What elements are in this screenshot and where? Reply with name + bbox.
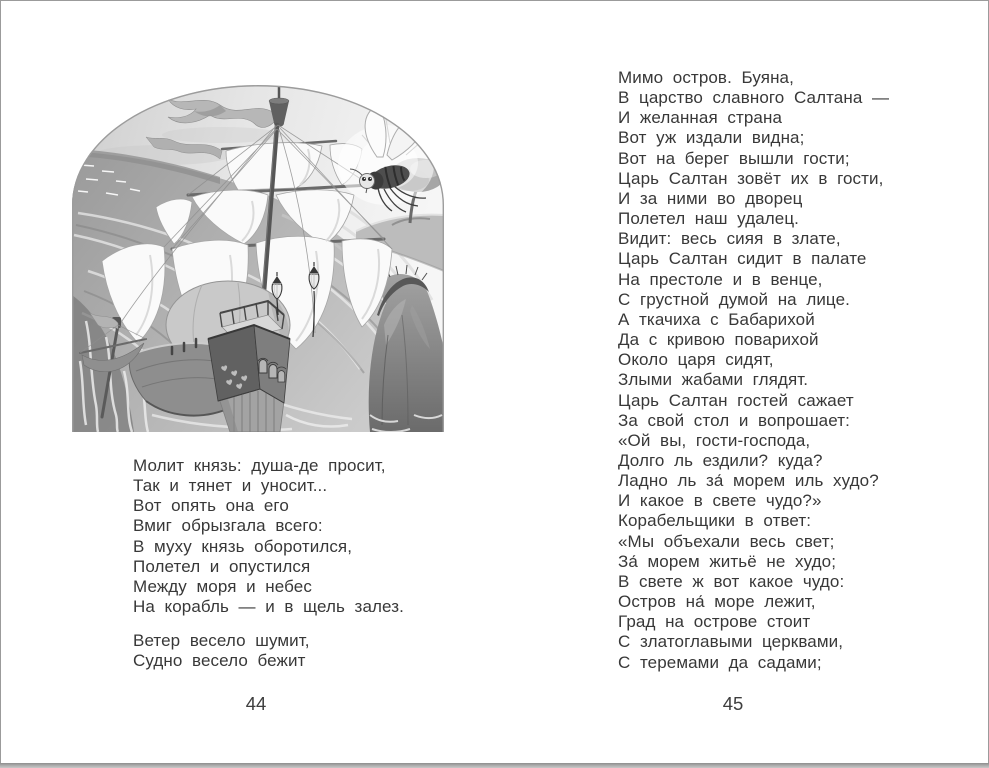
- verse-line: Ветер весело шумит,: [133, 631, 310, 650]
- verse-line: Вот опять она его: [133, 496, 289, 516]
- page-left: [0, 0, 494, 768]
- verse-line: Град на острове стоит: [618, 612, 811, 632]
- verse-line: Вот на берег вышли гости;: [618, 148, 850, 168]
- verse-line: Корабельщики в ответ:: [618, 511, 812, 531]
- verse-line: Царь Салтан зовёт их в гости,: [618, 168, 884, 188]
- page-number-right: 45: [722, 693, 744, 714]
- verse-line: И желанная страна: [618, 108, 782, 128]
- verse-line: На корабль — и в щель залез.: [133, 597, 404, 617]
- verse-line: На престоле и в венце,: [618, 269, 823, 289]
- verse-line: Долго ль ездили? куда?: [618, 450, 823, 470]
- verse-line: Ладно ль за́ морем иль худо?: [618, 471, 879, 491]
- verse-line: Полетел и опустился: [133, 556, 311, 576]
- verse-line: Мимо остров. Буяна,: [618, 68, 794, 87]
- verse-line: Остров на́ море лежит,: [618, 592, 816, 612]
- verse-line: А ткачиха с Бабарихой: [618, 309, 815, 329]
- verse-column: [618, 68, 889, 673]
- verse-line: Да с кривою поварихой: [618, 330, 819, 350]
- verse-line: «Мы объехали весь свет;: [618, 531, 835, 551]
- verse-line: В свете ж вот какое чудо:: [618, 571, 845, 591]
- page-bottom-edge: [0, 763, 989, 768]
- verse-line: Видит: весь сияя в злате,: [618, 229, 841, 249]
- verse-line: Так и тянет и уносит...: [133, 476, 328, 496]
- verse-line: С грустной думой на лице.: [618, 289, 850, 309]
- verse-line: В муху князь оборотился,: [133, 536, 353, 556]
- verse-line: И какое в свете чудо?»: [618, 491, 822, 511]
- page-number-left: 44: [245, 693, 267, 714]
- verse-line: В царство славного Салтана —: [618, 88, 890, 108]
- verse-line: Молит князь: душа-де просит,: [133, 456, 386, 475]
- verse-line: Царь Салтан гостей сажает: [618, 390, 854, 410]
- ship-illustration-svg: [72, 85, 444, 432]
- verse-line: Полетел наш удалец.: [618, 209, 800, 229]
- verse-line: Злыми жабами глядят.: [618, 370, 809, 390]
- verse-line: Вмиг обрызгала всего:: [133, 516, 323, 536]
- verse-line: С златоглавыми церквами,: [618, 632, 844, 652]
- verse-line: Судно весело бежит: [133, 651, 306, 671]
- ship-illustration: [72, 85, 444, 432]
- verse-line: Царь Салтан сидит в палате: [618, 249, 867, 269]
- verse-line: Между моря и небес: [133, 576, 312, 596]
- verse-line: И за ними во дворец: [618, 188, 803, 208]
- verse-line: За́ морем житьё не худо;: [618, 551, 837, 571]
- verse-stanza-2: [133, 631, 310, 671]
- verse-line: Около царя сидят,: [618, 350, 774, 370]
- page-right: [494, 0, 989, 768]
- verse-line: С теремами да садами;: [618, 652, 822, 672]
- verse-stanza-1: [133, 456, 404, 617]
- verse-line: Вот уж издали видна;: [618, 128, 805, 148]
- verse-line: За свой стол и вопрошает:: [618, 410, 850, 430]
- verse-line: «Ой вы, гости-господа,: [618, 430, 811, 450]
